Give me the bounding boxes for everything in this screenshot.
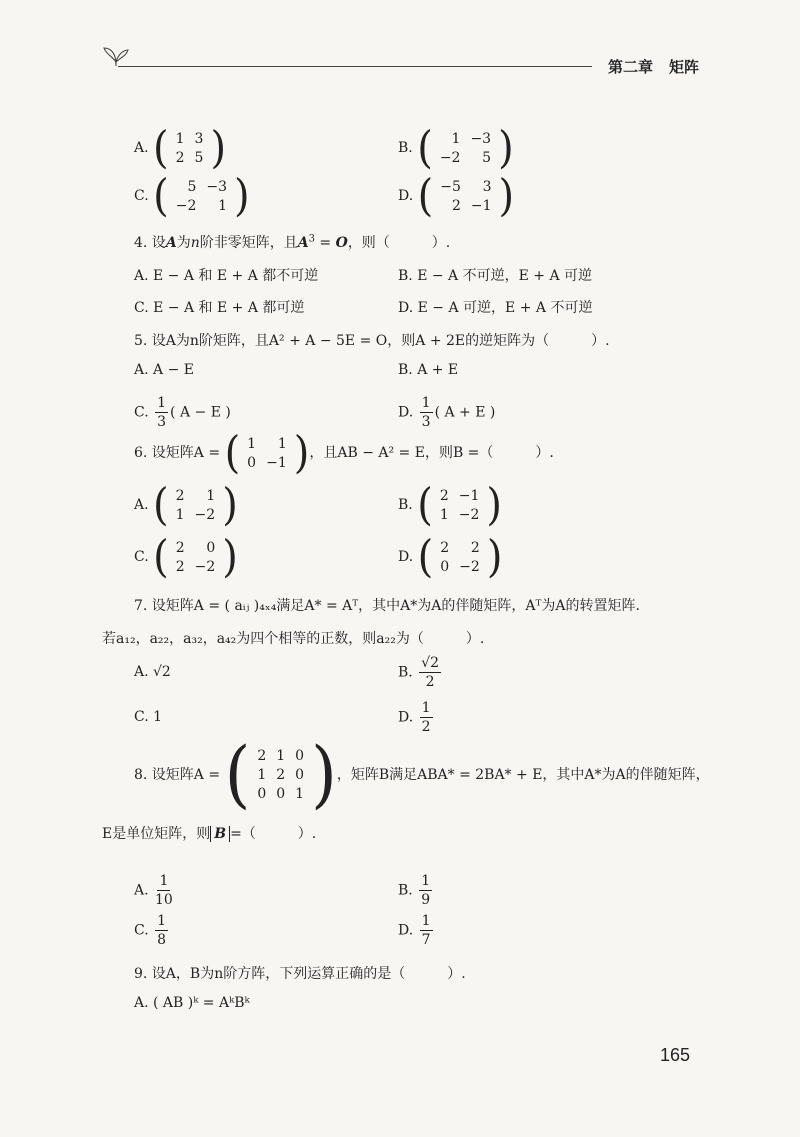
- q4-option-c: C. E − A 和 E + A 都可逆: [134, 300, 305, 316]
- q4-option-d: D. E − A 可逆，E + A 不可逆: [398, 300, 593, 316]
- q7-option-c: C. 1: [134, 709, 163, 725]
- fraction: $\frac{1}{2}$: [421, 700, 431, 735]
- matrix: ( 1 1 0 −1 ): [224, 427, 310, 479]
- q6-option-d: D. ( 2 2 0 −2 ): [398, 531, 503, 583]
- q8-option-a: A. $\frac{1}{10}$: [134, 873, 173, 908]
- matrix: ( −5 3 2 −1 ): [417, 170, 515, 222]
- chapter-number: 第二章: [608, 58, 654, 76]
- matrix: ( 1 3 2 5 ): [153, 122, 227, 174]
- q3-option-a: A. ( 1 3 2 5 ): [134, 122, 227, 174]
- matrix: ( 2 −1 1 −2 ): [417, 479, 502, 531]
- chapter-title: 矩阵: [669, 58, 700, 76]
- fraction: $\frac{1}{8}$: [157, 913, 167, 948]
- q5-stem: 5. 设A为n阶矩阵，且A² + A − 5E = O，则A + 2E的逆矩阵为（ ）.: [134, 333, 610, 349]
- q6-stem: 6. 设矩阵A = ( 1 1 0 −1 ) ，且AB − A² = E，则B =（ ）.: [134, 427, 554, 479]
- q3-option-b: B. ( 1 −3 −2 5 ): [398, 122, 514, 174]
- fraction: $\frac{1}{9}$: [421, 873, 431, 908]
- page-number: 165: [660, 1045, 691, 1065]
- q5-option-c: C. $\frac{1}{3}$ ( A − E ): [134, 395, 231, 430]
- q3-option-c: C. ( 5 −3 −2 1 ): [134, 170, 250, 222]
- q5-option-d: D. $\frac{1}{3}$ ( A + E ): [398, 395, 496, 430]
- fraction: $\frac{√2}{2}$: [421, 655, 440, 690]
- q7-stem-line2: 若a₁₂，a₂₂，a₃₂，a₄₂为四个相等的正数，则a₂₂为（ ）.: [102, 631, 485, 647]
- q4-option-b: B. E − A 不可逆，E + A 可逆: [398, 268, 593, 284]
- q9-stem: 9. 设A，B为n阶方阵，下列运算正确的是（ ）.: [134, 966, 466, 982]
- q5-option-b: B. A + E: [398, 362, 459, 378]
- q7-option-d: D. $\frac{1}{2}$: [398, 700, 431, 735]
- q8-option-c: C. $\frac{1}{8}$: [134, 913, 167, 948]
- matrix: ( 1 −3 −2 5 ): [417, 122, 514, 174]
- fraction: $\frac{1}{10}$: [155, 873, 173, 908]
- q7-stem-line1: 7. 设矩阵A = ( aᵢⱼ )₄ₓ₄满足A* = Aᵀ，其中A*为A的伴随矩阵，Aᵀ为A的转置矩阵.: [134, 598, 640, 614]
- q8-option-d: D. $\frac{1}{7}$: [398, 913, 431, 948]
- q3-option-d: D. ( −5 3 2 −1 ): [398, 170, 515, 222]
- fraction: $\frac{1}{7}$: [421, 913, 431, 948]
- q4-option-a: A. E − A 和 E + A 都不可逆: [134, 268, 319, 284]
- matrix-3x3: ( 2 1 0 1 2 0 0 0 1 ): [224, 732, 337, 817]
- q6-option-b: B. ( 2 −1 1 −2 ): [398, 479, 502, 531]
- matrix: ( 5 −3 −2 1 ): [153, 170, 250, 222]
- q8-stem-line2: E是单位矩阵，则 B =（ ）.: [102, 826, 317, 842]
- q6-option-c: C. ( 2 0 2 −2 ): [134, 531, 238, 583]
- q4-stem: 4. 设A为n阶非零矩阵，且$A^3 = O$，则（ ）.: [134, 233, 451, 251]
- q5-option-a: A. A − E: [134, 362, 194, 378]
- q7-option-b: B. $\frac{√2}{2}$: [398, 655, 440, 690]
- header-rule: [118, 66, 592, 67]
- q7-option-a: A. √2: [134, 664, 171, 680]
- q8-option-b: B. $\frac{1}{9}$: [398, 873, 431, 908]
- matrix: ( 2 2 0 −2 ): [417, 531, 503, 583]
- q8-stem: 8. 设矩阵A = ( 2 1 0 1 2 0 0 0 1 ) ，矩阵B满足ABA* = 2BA* + E，其中A*为A的伴随矩阵，: [134, 732, 710, 817]
- fraction: $\frac{1}{3}$: [421, 395, 431, 430]
- q9-option-a: A. ( AB )ᵏ = AᵏBᵏ: [134, 995, 250, 1011]
- leaf-ornament-icon: [102, 40, 130, 68]
- q6-option-a: A. ( 2 1 1 −2 ): [134, 479, 238, 531]
- matrix: ( 2 0 2 −2 ): [153, 531, 238, 583]
- matrix: ( 2 1 1 −2 ): [153, 479, 238, 531]
- fraction: $\frac{1}{3}$: [157, 395, 167, 430]
- chapter-heading: [608, 56, 715, 77]
